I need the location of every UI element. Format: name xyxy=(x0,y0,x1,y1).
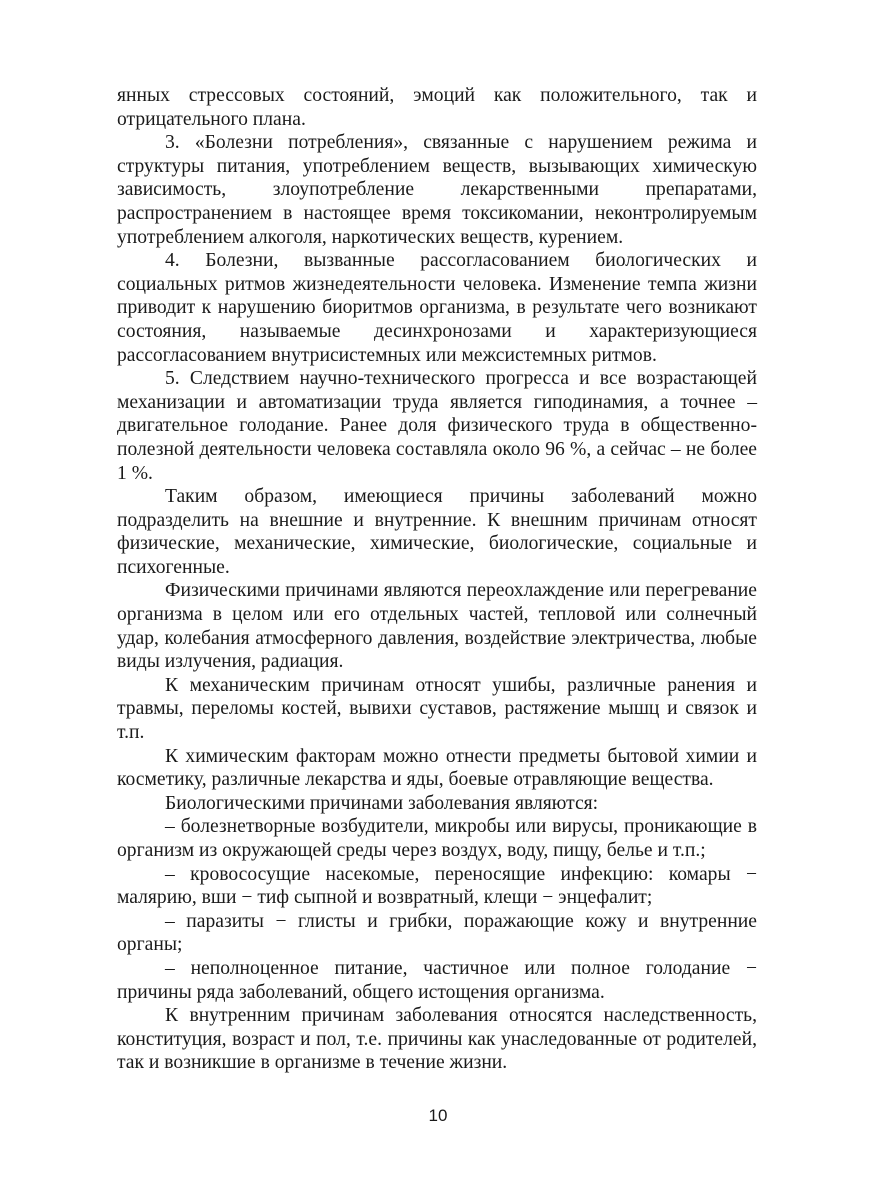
paragraph-item-5: 5. Следствием научно-технического прогресса и все возрастающей механизации и автоматизации труда является гиподинамия, а точнее – двигательное голодание. Ранее доля физического труда в общественно-полезной деятельности человека составляла около 96 %, а сейчас – не более 1 %. xyxy=(117,368,757,484)
paragraph-causes-summary: Таким образом, имеющиеся причины заболеваний можно подразделить на внешние и внутренние. К внешним причинам относят физические, механические, химические, биологические, социальные и психогенные. xyxy=(117,486,757,578)
paragraph-internal-causes: К внутренним причинам заболевания относятся наследственность, конституция, возраст и пол, т.е. причины как унаследованные от родителей, так и возникшие в организме в течение жизни. xyxy=(117,1005,757,1074)
paragraph-physical-causes: Физическими причинами являются переохлаждение или перегревание организма в целом или его отдельных частей, тепловой или солнечный удар, колебания атмосферного давления, воздействие электричества, любые виды излучения, радиация. xyxy=(117,580,757,673)
paragraph-item-3: 3. «Болезни потребления», связанные с нарушением режима и структуры питания, употреблением веществ, вызывающих химическую зависимость, злоупотребление лекарственными препаратами, распространением в настоящее время токсикомании, неконтролируемым употреблением алкоголя, наркотических веществ, курением. xyxy=(117,132,757,248)
body-text xyxy=(117,84,757,1075)
list-item-pathogens: – болезнетворные возбудители, микробы или вирусы, проникающие в организм из окружающей среды через воздух, воду, пищу, белье и т.п.; xyxy=(117,816,757,861)
page-number: 10 xyxy=(428,1106,448,1125)
list-item-insects: – кровососущие насекомые, переносящие инфекцию: комары − малярию, вши − тиф сыпной и возвратный, клещи − энцефалит; xyxy=(117,863,757,909)
paragraph-chemical-factors: К химическим факторам можно отнести предметы бытовой химии и косметику, различные лекарства и яды, боевые отравляющие вещества. xyxy=(117,745,757,791)
list-item-parasites: – паразиты − глисты и грибки, поражающие кожу и внутренние органы; xyxy=(117,910,757,956)
paragraph-continuation: янных стрессовых состояний, эмоций как положительного, так и отрицательного плана. xyxy=(117,85,757,130)
paragraph-item-4: 4. Болезни, вызванные рассогласованием биологических и социальных ритмов жизнедеятельности человека. Изменение темпа жизни приводит к нарушению биоритмов организма, в результате чего возникают состояния, называемые десинхронозами и характеризующиеся рассогласованием внутрисистемных или межсистемных ритмов. xyxy=(117,250,757,366)
list-item-nutrition: – неполноценное питание, частичное или полное голодание − причины ряда заболеваний, общего истощения организма. xyxy=(117,957,757,1003)
paragraph-mechanical-causes: К механическим причинам относят ушибы, различные ранения и травмы, переломы костей, вывихи суставов, растяжение мышц и связок и т.п. xyxy=(117,674,757,744)
paragraph-biological-causes-intro: Биологическими причинами заболевания являются: xyxy=(165,792,599,814)
